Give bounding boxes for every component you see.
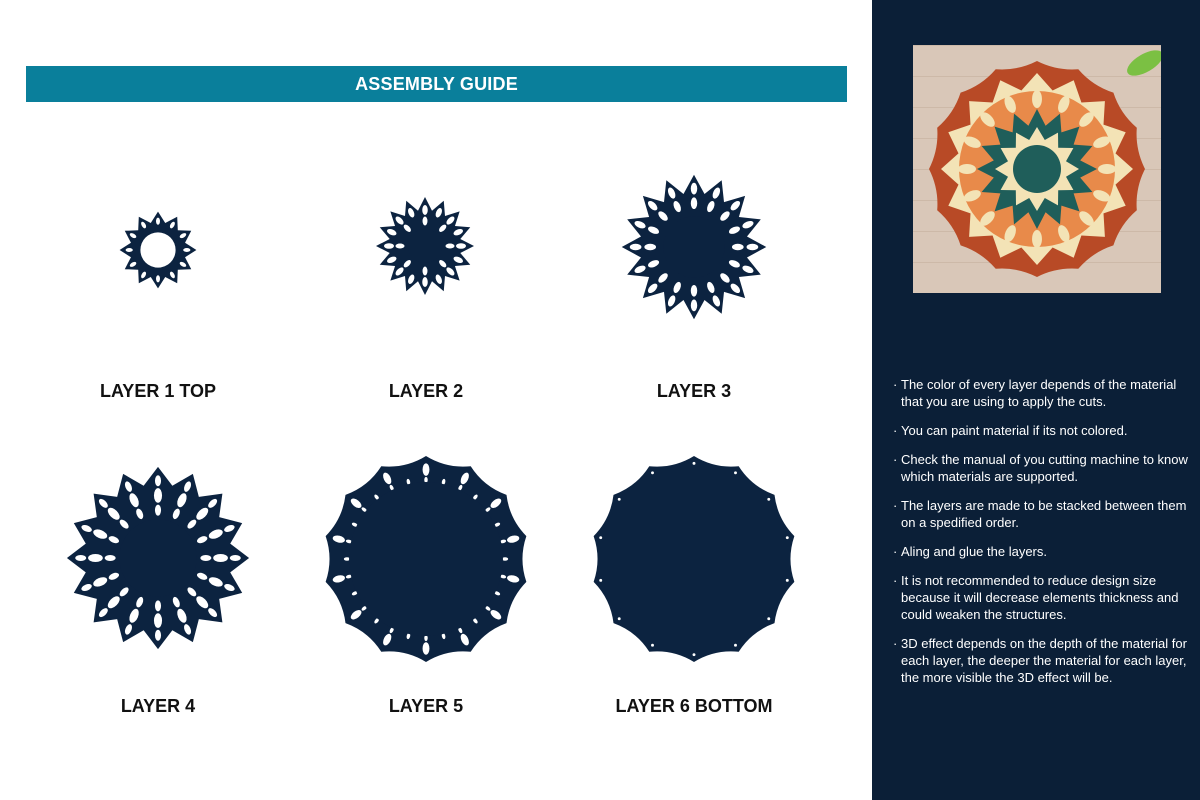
note-text: It is not recommended to reduce design size because it will decrease elements thickness and could weaken the structures. [901,573,1179,622]
layer-1-label: LAYER 1 TOP [99,381,217,401]
instruction-notes [893,376,1193,698]
bullet: · [893,423,898,438]
note-text: 3D effect depends on the depth of the material for each layer, the deeper the material for each layer, the more visible the 3D effect will be. [901,636,1187,685]
note-item [893,497,1193,531]
note-item [893,543,1193,560]
mandala-layer-6-icon [590,455,798,663]
mandala-layer-2-icon [375,196,475,296]
note-text: The layers are made to be stacked between them on a spedified order. [901,498,1187,530]
layer-5-label: LAYER 5 [388,696,464,716]
note-text: The color of every layer depends of the material that you are using to apply the cuts. [901,377,1177,409]
bullet: · [893,377,898,392]
note-text: Aling and glue the layers. [901,544,1047,559]
note-item [893,572,1193,623]
mandala-layer-4-icon [66,466,250,650]
bullet: · [893,452,898,467]
note-item [893,376,1193,410]
note-item [893,451,1193,485]
layer-3-label: LAYER 3 [656,381,732,401]
assembly-guide-title: ASSEMBLY GUIDE [26,66,847,102]
layer-2-label: LAYER 2 [388,381,464,401]
note-item [893,422,1193,439]
note-text: You can paint material if its not colored. [901,423,1128,438]
layer-4-label: LAYER 4 [120,696,196,716]
mandala-layer-5-icon [322,455,530,663]
layer-6-label: LAYER 6 BOTTOM [615,696,773,716]
layered-mandala-photo [913,45,1161,293]
bullet: · [893,573,898,588]
bullet: · [893,498,898,513]
bullet: · [893,636,898,651]
mandala-layer-1-icon [118,210,198,290]
bullet: · [893,544,898,559]
note-item [893,635,1193,686]
mandala-layer-3-icon [621,174,767,320]
note-text: Check the manual of you cutting machine to know which materials are supported. [901,452,1188,484]
